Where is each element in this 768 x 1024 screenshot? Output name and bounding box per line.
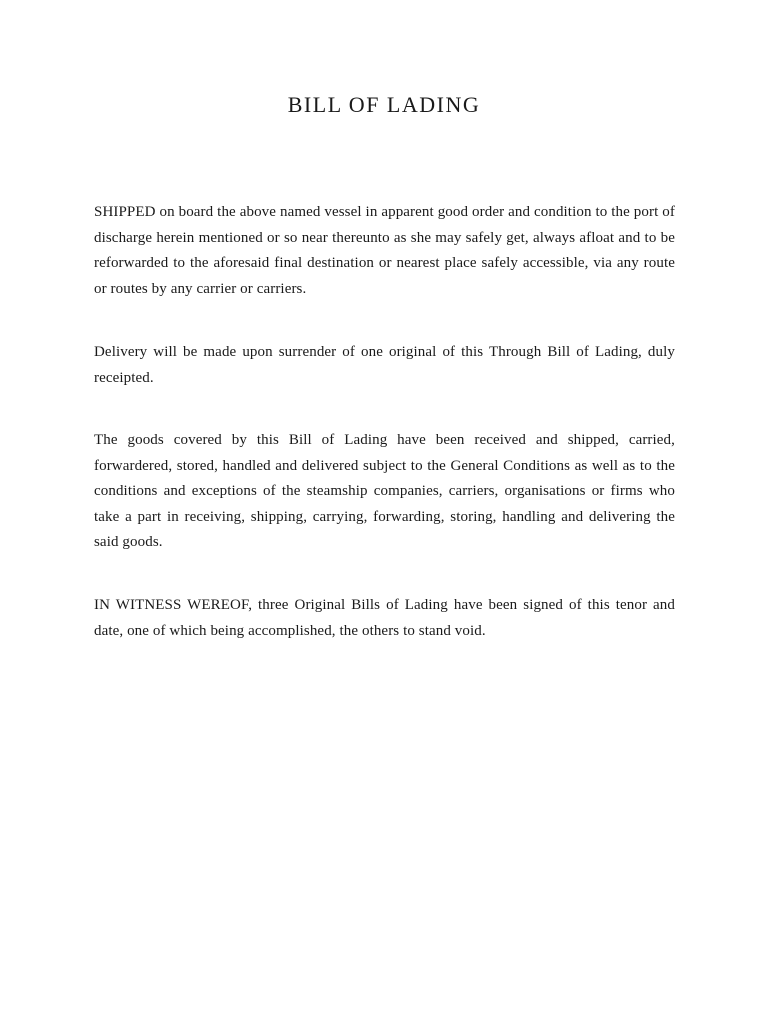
paragraph-witness-clause: IN WITNESS WEREOF, three Original Bills of Lading have been signed of this tenor and date, one of which being accomplished, the others to stand void. bbox=[94, 597, 675, 639]
paragraph-goods-clause: The goods covered by this Bill of Lading have been received and shipped, carried, forwardered, stored, handled and delivered subject to the General Conditions as well as to the conditions and exceptions of the steamship companies, carriers, organisations or firms who take a part in receiving, shipping, carrying, forwarding, storing, handling and delivering the said goods. bbox=[94, 432, 675, 550]
document-title: BILL OF LADING bbox=[287, 92, 481, 117]
paragraph-shipped-clause: SHIPPED on board the above named vessel in apparent good order and condition to the port of discharge herein mentioned or so near thereunto as she may safely get, always afloat and to be reforwarded to the aforesaid final destination or nearest place safely accessible, via any route or routes by any carrier or carriers. bbox=[94, 204, 675, 297]
paragraph-delivery-clause: Delivery will be made upon surrender of one original of this Through Bill of Lading, duly receipted. bbox=[94, 344, 675, 386]
